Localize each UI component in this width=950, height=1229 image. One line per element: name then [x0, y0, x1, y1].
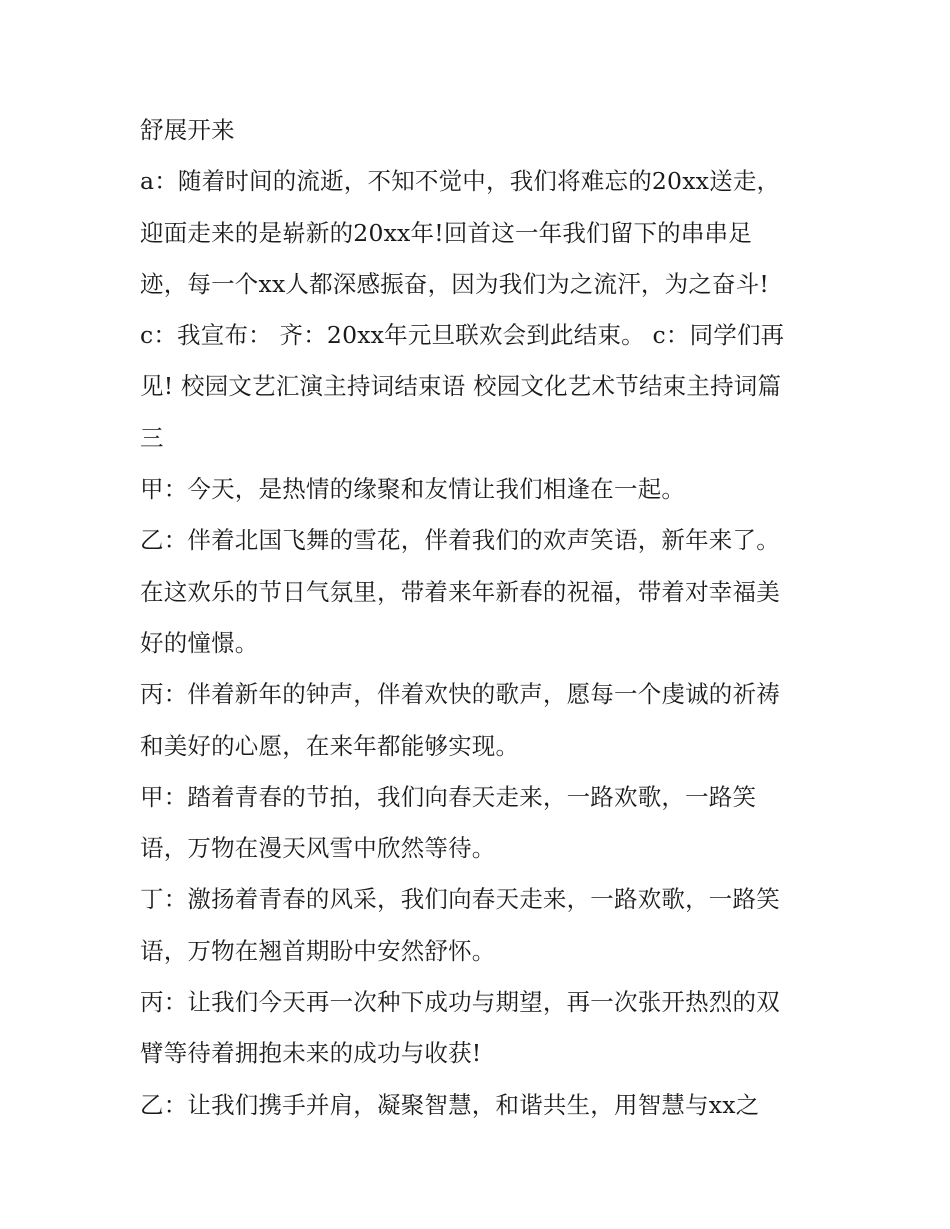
- text-line: 语，万物在漫天风雪中欣然等待。: [140, 834, 496, 863]
- text-line: 和美好的心愿，在来年都能够实现。: [140, 731, 520, 760]
- text-line: 甲：今天，是热情的缘聚和友情让我们相逢在一起。: [140, 475, 686, 504]
- text-line: 迹，每一个xx人都深感振奋，因为我们为之流汗，为之奋斗!: [140, 269, 770, 298]
- text-line: 丁：激扬着青春的风采，我们向春天走来，一路欢歌，一路笑: [140, 885, 780, 914]
- text-line: 丙：伴着新年的钟声，伴着欢快的歌声，愿每一个虔诚的祈祷: [140, 680, 780, 709]
- text-line: 臂等待着拥抱未来的成功与收获!: [140, 1039, 482, 1068]
- document-body: [140, 105, 820, 1131]
- text-line: 好的憧憬。: [140, 628, 259, 657]
- text-line: 乙：让我们携手并肩，凝聚智慧，和谐共生，用智慧与xx之: [140, 1090, 760, 1119]
- text-line: 乙：伴着北国飞舞的雪花，伴着我们的欢声笑语，新年来了。: [140, 526, 780, 555]
- text-line: 丙：让我们今天再一次种下成功与期望，再一次张开热烈的双: [140, 988, 780, 1017]
- text-line: 迎面走来的是崭新的20xx年!回首这一年我们留下的串串足: [140, 218, 752, 247]
- text-line: c：我宣布： 齐：20xx年元旦联欢会到此结束。 c：同学们再: [140, 321, 785, 350]
- text-line: 甲：踏着青春的节拍，我们向春天走来，一路欢歌，一路笑: [140, 782, 757, 811]
- text-line: 语，万物在翘首期盼中安然舒怀。: [140, 936, 496, 965]
- text-line: 舒展开来: [140, 116, 235, 144]
- text-line: 三: [140, 423, 164, 452]
- text-line: 在这欢乐的节日气氛里，带着来年新春的祝福，带着对幸福美: [140, 577, 780, 606]
- text-line: 见! 校园文艺汇演主持词结束语 校园文化艺术节结束主持词篇: [140, 372, 782, 401]
- text-line: a：随着时间的流逝，不知不觉中，我们将难忘的20xx送走，: [140, 167, 781, 196]
